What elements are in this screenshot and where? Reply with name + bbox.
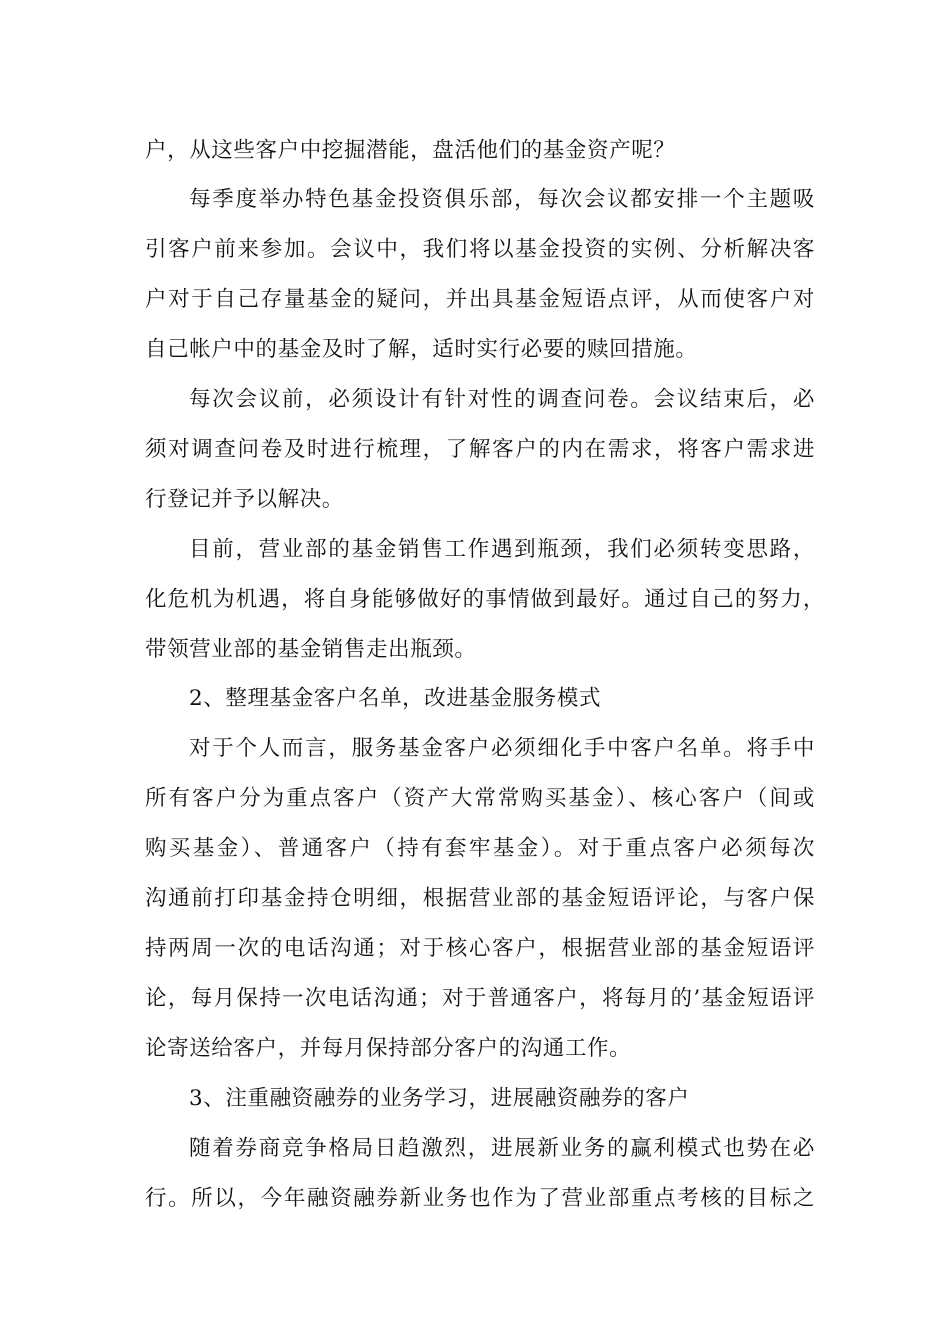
text-line: 购买基金）、普通客户（持有套牢基金）。对于重点客户必须每次 — [145, 836, 815, 861]
text-line: 随着券商竞争格局日趋激烈，进展新业务的赢利模式也势在必 — [189, 1136, 815, 1161]
text-line: 沟通前打印基金持仓明细，根据营业部的基金短语评论，与客户保 — [145, 886, 815, 911]
section-heading: 3、注重融资融券的业务学习，进展融资融券的客户 — [189, 1086, 690, 1111]
text-line: 带领营业部的基金销售走出瓶颈。 — [145, 637, 477, 662]
text-line: 目前，营业部的基金销售工作遇到瓶颈，我们必须转变思路， — [189, 537, 815, 562]
text-line: 论寄送给客户，并每月保持部分客户的沟通工作。 — [145, 1036, 632, 1061]
text-line: 持两周一次的电话沟通；对于核心客户，根据营业部的基金短语评 — [145, 936, 815, 961]
text-line: 论，每月保持一次电话沟通；对于普通客户，将每月的’基金短语评 — [145, 986, 815, 1011]
text-line: 引客户前来参加。会议中，我们将以基金投资的实例、分析解决客 — [145, 237, 815, 262]
text-line: 户，从这些客户中挖掘潜能，盘活他们的基金资产呢？ — [145, 138, 676, 163]
text-line: 须对调查问卷及时进行梳理，了解客户的内在需求，将客户需求进 — [145, 437, 815, 462]
text-line: 自己帐户中的基金及时了解，适时实行必要的赎回措施。 — [145, 337, 698, 362]
text-line: 化危机为机遇，将自身能够做好的事情做到最好。通过自己的努力， — [145, 587, 825, 612]
text-line: 每季度举办特色基金投资俱乐部，每次会议都安排一个主题吸 — [189, 187, 815, 212]
text-line: 户对于自己存量基金的疑问，并出具基金短语点评，从而使客户对 — [145, 287, 815, 312]
text-line: 行。所以，今年融资融券新业务也作为了营业部重点考核的目标之 — [145, 1186, 815, 1211]
section-heading: 2、整理基金客户名单，改进基金服务模式 — [189, 686, 602, 711]
text-line: 行登记并予以解决。 — [145, 487, 344, 512]
text-line: 对于个人而言，服务基金客户必须细化手中客户名单。将手中 — [189, 736, 815, 761]
text-line: 所有客户分为重点客户（资产大常常购买基金）、核心客户（间或 — [145, 786, 815, 811]
text-line: 每次会议前，必须设计有针对性的调查问卷。会议结束后，必 — [189, 387, 815, 412]
